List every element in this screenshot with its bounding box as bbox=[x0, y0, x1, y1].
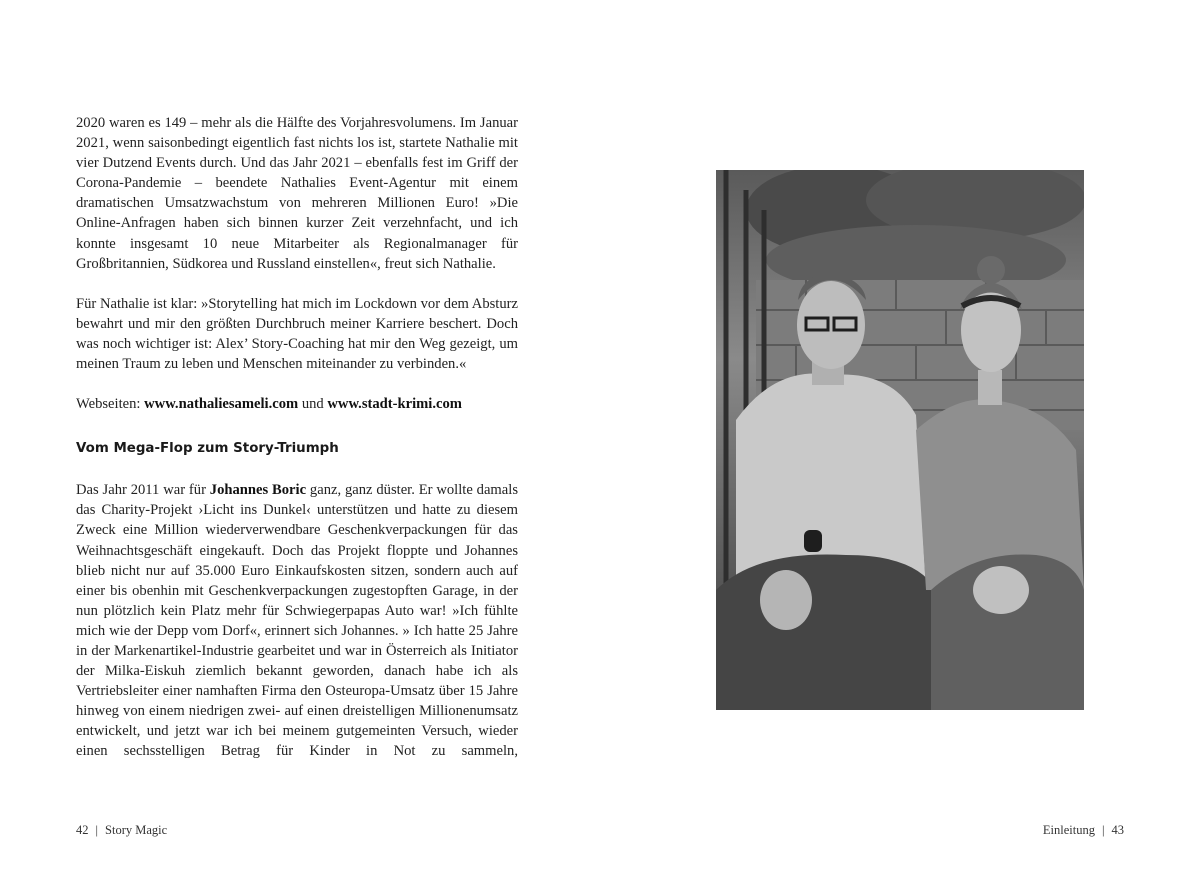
footer-separator: | bbox=[95, 823, 99, 837]
footer-right bbox=[1043, 823, 1124, 838]
page-number-left: 42 bbox=[76, 823, 89, 837]
paragraph-johannes-text: ganz, ganz düster. Er wollte damals das Charity-Projekt ›Licht ins Dunkel‹ unterstützen und hatte zu diesem Zweck eine Million wiederverwendbare Geschenkverpackungen für das Weihnachtsgeschäft eingekauft. Doch das Projekt floppte und Johannes blieb nicht nur auf 35.000 Euro Einkaufskosten sitzen, sondern auch auf einer bis obenhin mit Geschenkverpackungen zugestopften Garage, in der nun plötzlich kein Platz mehr für Schwiegerpapas Auto war! »Ich fühlte mich wie der Depp vom Dorf«, erinnert sich Johannes. » Ich hatte 25 Jahre in der Markenartikel-Industrie gearbeitet und war in Österreich als Initiator der Milka-Eiskuh ziemlich bekannt geworden, danach habe ich als Vertriebsleiter einer namhaften Firma den Osteuropa-Umsatz über 15 Jahre hinweg von einem niedrigen zwei- auf einen dreistelligen Millionenumsatz entwickelt, und jetzt war ich bei meinem gutgemeinten Versuch, wieder einen sechsstelligen Betrag für Kinder in Not zu sammeln, bbox=[76, 482, 518, 760]
paragraph-johannes-lead: Das Jahr 2011 war für bbox=[76, 482, 210, 499]
website-nathaliesameli: www.nathaliesameli.com bbox=[144, 396, 299, 413]
paragraph-nathalie-growth: 2020 waren es 149 – mehr als die Hälfte des Vorjahresvolumens. Im Januar 2021, wenn saisonbedingt eigentlich fast nichts los ist, startete Nathalie mit vier Dutzend Events durch. Und das Jahr 2021 – ebenfalls fest im Griff der Corona-Pandemie – beendete Nathalies Event-Agentur mit einem dramatischen Umsatzwachstum von mehreren Millionen Euro! »Die Online-Anfragen haben sich binnen kurzer Zeit verzehnfacht, und ich konnte insgesamt 10 neue Mitarbeiter als Regionalmanager für Großbritannien, Südkorea und Russland einstellen«, freut sich Nathalie. bbox=[76, 115, 518, 272]
person-name-johannes-boric: Johannes Boric bbox=[209, 482, 307, 499]
chapter-title: Einleitung bbox=[1042, 823, 1095, 837]
left-text-column bbox=[76, 113, 518, 762]
section-heading: Vom Mega-Flop zum Story-Triumph bbox=[76, 441, 339, 457]
book-title: Story Magic bbox=[105, 823, 168, 837]
websites-label: Webseiten: bbox=[76, 396, 145, 413]
website-stadt-krimi: www.stadt-krimi.com bbox=[327, 396, 462, 413]
page-number-right: 43 bbox=[1111, 823, 1124, 837]
paragraph-johannes bbox=[76, 480, 518, 761]
footer-left bbox=[76, 823, 167, 838]
portrait-photo bbox=[716, 170, 1084, 710]
websites-line bbox=[76, 394, 518, 414]
paragraph-nathalie-quote: Für Nathalie ist klar: »Storytelling hat mich im Lockdown vor dem Absturz bewahrt und mir den größten Durchbruch meiner Karriere beschert. Doch was noch wichtiger ist: Alex’ Story-Coaching hat mir den Weg gezeigt, um meinen Traum zu leben und Menschen miteinander zu verbinden.« bbox=[76, 295, 518, 373]
footer-separator: | bbox=[1101, 823, 1105, 837]
portrait-photo-illustration bbox=[716, 170, 1084, 710]
websites-connector: und bbox=[298, 396, 328, 413]
